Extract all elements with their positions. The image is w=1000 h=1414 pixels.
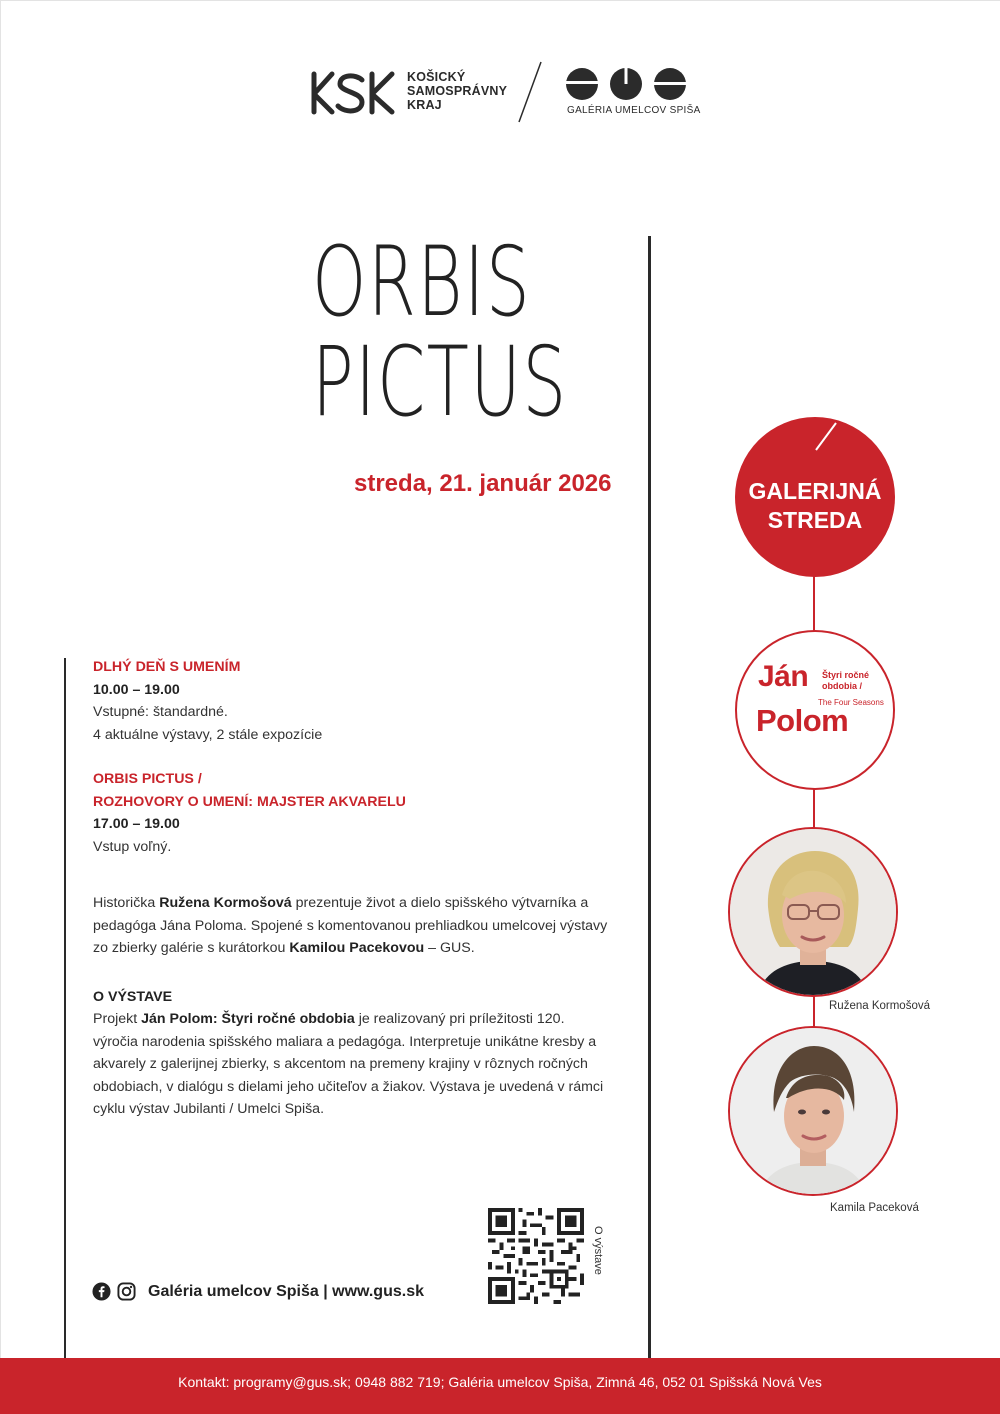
title-line-1: ORBIS bbox=[312, 226, 532, 338]
event1-time: 10.00 – 19.00 bbox=[93, 681, 180, 698]
event-date: streda, 21. január 2026 bbox=[354, 470, 612, 497]
portrait-kamila bbox=[728, 1026, 898, 1196]
ksk-line-3: KRAJ bbox=[407, 98, 442, 112]
portrait-kamila-image bbox=[730, 1028, 896, 1194]
qr-label-wrap bbox=[586, 1226, 606, 1286]
exhibition-title-line-1: Štyri ročné bbox=[822, 670, 870, 680]
gus-logo-text: GALÉRIA UMELCOV SPIŠA bbox=[567, 105, 701, 116]
title-line-2: PICTUS bbox=[312, 326, 568, 438]
page-title bbox=[312, 226, 568, 438]
logo-divider-slash bbox=[515, 60, 545, 124]
social-text[interactable]: Galéria umelcov Spiša | www.gus.sk bbox=[148, 1282, 424, 1300]
artist-last-name: Polom bbox=[756, 703, 849, 738]
vertical-divider bbox=[648, 236, 651, 1358]
description-text-1: Historička bbox=[93, 895, 160, 911]
exhibition-title-en: The Four Seasons bbox=[818, 698, 884, 707]
about-paragraph bbox=[93, 1008, 613, 1121]
footer-contact: Kontakt: programy@gus.sk; 0948 882 719; Galéria umelcov Spiša, Zimná 46, 052 01 Spišská Nová Ves bbox=[178, 1374, 822, 1390]
ksk-line-1: KOŠICKÝ bbox=[407, 70, 466, 84]
spacer bbox=[93, 858, 613, 892]
gus-logo-icon bbox=[564, 66, 690, 102]
event2-entry: Vstup voľný. bbox=[93, 838, 172, 855]
qr-code[interactable] bbox=[488, 1208, 584, 1304]
event1-line2: 4 aktuálne výstavy, 2 stále expozície bbox=[93, 726, 323, 743]
qr-label: O výstave bbox=[592, 1226, 604, 1275]
artist-first-name: Ján bbox=[758, 660, 809, 693]
spacer bbox=[93, 746, 613, 768]
exhibition-title-line-2: obdobia / bbox=[822, 681, 862, 691]
caption-kamila: Kamila Paceková bbox=[830, 1202, 919, 1214]
exhibition-title bbox=[822, 670, 869, 692]
about-text-2: je realizovaný pri príležitosti 120. výročia narodenia spišského maliara a pedagóga. Interpretuje unikátne kresby a akvarely z galerijnej zbierky, s akcentom na premeny krajiny v rôznych ročných obdobiach, v dialógu s dielami jeho učiteľov a žiakov. Výstava je uvedená v rámci cyklu výstav Jubilanti / Umelci Spiša. bbox=[93, 1011, 604, 1117]
instagram-icon[interactable] bbox=[117, 1282, 136, 1301]
badge-slash-icon bbox=[810, 420, 840, 454]
speaker-name: Ružena Kormošová bbox=[159, 895, 292, 911]
event1-heading: DLHÝ DEŇ S UMENÍM bbox=[93, 659, 241, 675]
description-paragraph bbox=[93, 892, 613, 960]
event1-line1: Vstupné: štandardné. bbox=[93, 704, 228, 720]
badge-text bbox=[735, 477, 895, 535]
event2-time: 17.00 – 19.00 bbox=[93, 816, 180, 832]
facebook-icon[interactable] bbox=[92, 1282, 111, 1301]
spacer bbox=[93, 960, 613, 986]
ksk-line-2: SAMOSPRÁVNY bbox=[407, 84, 508, 98]
about-heading: O VÝSTAVE bbox=[93, 988, 173, 1005]
about-text-1: Projekt bbox=[93, 1011, 142, 1027]
page-border-top bbox=[0, 0, 1000, 1]
program-content bbox=[93, 656, 613, 1121]
description-text-2: prezentuje život a dielo spišského výtvarníka a pedagóga Jána Poloma. Spojené s komentovanou prehliadkou umelcovej výstavy zo zbierky galérie s kurátorkou bbox=[93, 895, 608, 956]
event2-heading-1: ORBIS PICTUS / bbox=[93, 771, 202, 787]
social-links bbox=[92, 1282, 424, 1301]
curator-name: Kamilou Pacekovou bbox=[289, 940, 425, 956]
project-title: Ján Polom: Štyri ročné obdobia bbox=[141, 1011, 355, 1027]
left-accent-line bbox=[64, 658, 66, 1358]
page-border-left bbox=[0, 0, 1, 1358]
badge-line-1: GALERIJNÁ bbox=[748, 478, 882, 504]
ksk-logo-icon bbox=[310, 70, 400, 116]
portrait-ruzena-image bbox=[730, 829, 896, 995]
description-text-3: – GUS. bbox=[424, 940, 475, 956]
badge-line-2: STREDA bbox=[767, 507, 863, 533]
caption-ruzena: Ružena Kormošová bbox=[829, 1000, 930, 1012]
event2-heading-2: ROZHOVORY O UMENÍ: MAJSTER AKVARELU bbox=[93, 793, 406, 810]
ksk-logo-text bbox=[407, 70, 507, 112]
portrait-ruzena bbox=[728, 827, 898, 997]
